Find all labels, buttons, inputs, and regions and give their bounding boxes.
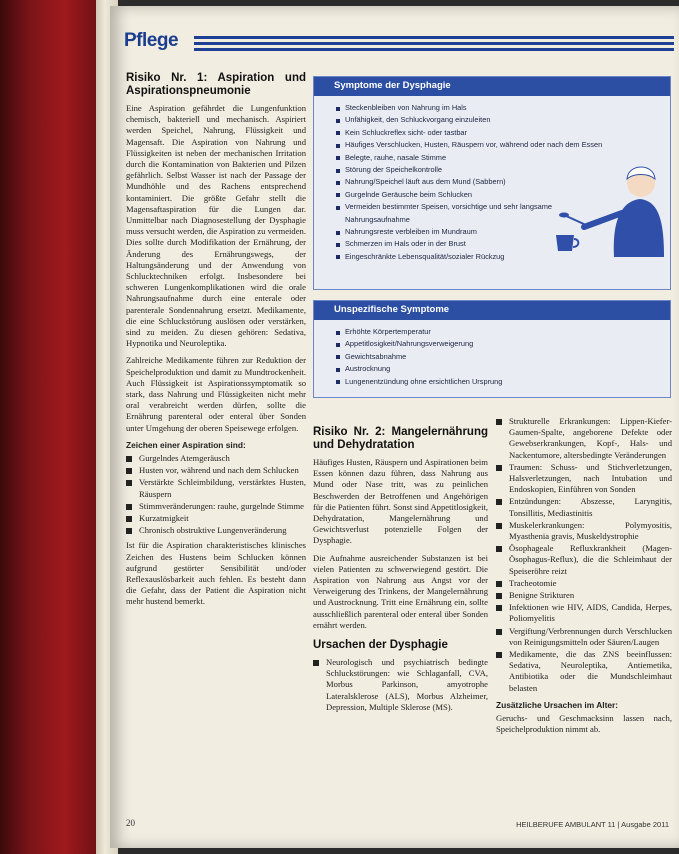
- page-number: 20: [126, 818, 135, 828]
- header-rule: [194, 48, 674, 51]
- list-item: Austrocknung: [336, 363, 670, 375]
- list-item: Steckenbleiben von Nahrung im Hals: [336, 102, 561, 114]
- list-item: Störung der Speichelkontrolle: [336, 164, 561, 176]
- list-item: Neurologisch und psychiatrisch bedingte Schluckstörungen: wie Schlaganfall, CVA, Morbus Parkinson, amyotrophe Lateralsklerose (ALS), Morbus Alzheimer, Depression, Multiple Sklerose (MS).: [313, 657, 488, 713]
- paragraph: Eine Aspiration gefährdet die Lungenfunktion chemisch, bakteriell und mechanisch. Aspiriert werden Speichel, Nahrung, Flüssigkeit und Magensaft. Die Aspiration von Nahrung und Flüssigkeiten ist neben der mechanischen Irritation durch die Kontamination von Bakterien und Pilzen gefährlich. Selbst Wasser ist nach der Passage der Mundhöhle und des Rachens entsprechend kontaminiert. Die größte Gefahr stellt die Magensaftaspiration für die Lungen dar. Unmittelbar nach Diagnosestellung der Dysphagie muss versucht werden, die Aspiration zu vermeiden. Dies sollte durch Modifikation der Ernährung, der Änderung des Ernährungswegs, der Haltungsänderung und der Anwendung von Schlucktechniken erfolgt. Insbesondere bei schweren Lungenkomplikationen wird die orale Nahrungsaufnahme durch eine enterale oder parenterale Sondennahrung ersetzt. Medikamente, die eine Schluckstörung auslösen oder verstärken, sind zu meiden. Zu diesen gehören: Sedativa, Hypnotika und Neuroleptika.: [126, 103, 306, 349]
- paragraph: Ist für die Aspiration charakteristisches klinisches Zeichen des Hustens beim Schlucken können aufgrund gestörter Sensibilität und/oder Reflexauslösbarkeit auch fehlen. Es besteht dann die Gefahr, dass der Patient die Aspiration nicht mehr hustend bemerkt.: [126, 540, 306, 607]
- list-item: Stimmveränderungen: rauhe, gurgelnde Stimme: [126, 501, 306, 512]
- right-column: [496, 416, 672, 816]
- list-item: Gurgelndes Atemgeräusch: [126, 453, 306, 464]
- list-item: Vergiftung/Verbrennungen durch Verschlucken von Reinigungsmitteln oder Säuren/Laugen: [496, 626, 672, 648]
- section-brand: Pflege: [124, 30, 179, 51]
- list-item: Appetitlosigkeit/Nahrungsverweigerung: [336, 338, 670, 350]
- list-item: Entzündungen: Abszesse, Laryngitis, Tonsillitis, Mediastinitis: [496, 496, 672, 518]
- signs-heading: Zeichen einer Aspiration sind:: [126, 439, 246, 450]
- list-item: Infektionen wie HIV, AIDS, Candida, Herpes, Poliomyelitis: [496, 602, 672, 624]
- list-item: Strukturelle Erkrankungen: Lippen-Kiefer-Gaumen-Spalte, angeborene Defekte oder Gewebserkrankungen, Kopf-, Hals- und Nackentumore, altersbedingte Veränderungen: [496, 416, 672, 461]
- paragraph: Häufiges Husten, Räuspern und Aspirationen beim Essen können dazu führen, dass Nahrung aus Mund oder Nase tritt, was zu peinlichen Beschwerden der Betroffenen und Angehörigen für die Patienten führt. Sonst sind Appetitlosigkeit, Dehydratation, Mangelernährung und Gewichtsverlust potenzielle Folgen der Dysphagie.: [313, 457, 488, 546]
- left-column: [126, 72, 306, 812]
- publication-source: HEILBERUFE AMBULANT 11 | Ausgabe 2011: [516, 820, 669, 829]
- risk2-heading: Risiko Nr. 2: Mangelernährung und Dehydratation: [313, 426, 488, 451]
- unspecific-box: [313, 300, 671, 398]
- list-item: Chronisch obstruktive Lungenveränderung: [126, 525, 306, 536]
- paragraph: Zahlreiche Medikamente führen zur Reduktion der Speichelproduktion und damit zu Mundtrockenheit. Auch Flüssigkeit ist Aspirationssymptomatik so stark, dass Nahrung und Flüssigkeiten nicht mehr oral verabreicht werden dürfen, sollte die Ernährung parenteral oder enteral über Sonden unter Umgehung der oberen Speisewege erfolgen.: [126, 355, 306, 433]
- list-item: Vermeiden bestimmter Speisen, vorsichtige und sehr langsame Nahrungsaufnahme: [336, 201, 561, 226]
- list-item: Lungenentzündung ohne ersichtlichen Ursprung: [336, 376, 670, 388]
- age-causes-heading: Zusätzliche Ursachen im Alter:: [496, 699, 619, 710]
- list-item: Unfähigkeit, den Schluckvorgang einzuleiten: [336, 114, 561, 126]
- list-item: Ösophageale Refluxkrankheit (Magen-Ösophagus-Reflux), die die Schleimhaut der Speiseröhre reizt: [496, 543, 672, 577]
- signs-list: [126, 453, 306, 536]
- list-item: Gewichtsabnahme: [336, 351, 670, 363]
- list-item: Nahrungsreste verbleiben im Mundraum: [336, 226, 561, 238]
- list-item: Eingeschränkte Lebensqualität/sozialer Rückzug: [336, 251, 561, 263]
- middle-column: [313, 426, 488, 816]
- unspecific-list: [314, 320, 670, 392]
- paragraph: Die Aufnahme ausreichender Substanzen ist bei vielen Patienten zu schwerwiegend gestört. Die Aspiration von Nahrung aus Angst vor der Verweigerung des Trinkens, der Mangelernährung und Austrocknung. Tritt eine Ernährung ein, sollte ausschließlich parenteral oder enteral über Sonden ernährt werden.: [313, 552, 488, 630]
- list-item: Schmerzen im Hals oder in der Brust: [336, 238, 561, 250]
- header-rule: [194, 36, 674, 39]
- list-item: Verstärkte Schleimbildung, verstärktes Husten, Räuspern: [126, 477, 306, 499]
- list-item: Medikamente, die das ZNS beeinflussen: Sedativa, Neuroleptika, Antiemetika, Antibiotika oder die Mundschleimhaut belasten: [496, 649, 672, 694]
- list-item: Kurzatmigkeit: [126, 513, 306, 524]
- list-item: Nahrung/Speichel läuft aus dem Mund (Sabbern): [336, 176, 561, 188]
- list-item: Benigne Strikturen: [496, 590, 672, 601]
- risk1-heading: Risiko Nr. 1: Aspiration und Aspirationspneumonie: [126, 72, 306, 97]
- list-item: Häufiges Verschlucken, Husten, Räuspern vor, während oder nach dem Essen: [336, 139, 665, 151]
- causes-list-continued: [496, 416, 672, 694]
- nurse-illustration: [544, 139, 664, 259]
- paragraph: Geruchs- und Geschmacksinn lassen nach, Speichelproduktion nimmt ab.: [496, 712, 672, 735]
- symptom-box: [313, 76, 671, 290]
- list-item: Kein Schluckreflex sicht- oder tastbar: [336, 127, 561, 139]
- list-item: Traumen: Schuss- und Stichverletzungen, Halsverletzungen, nach Intubation und Endoskopien, Einführen von Sonden: [496, 462, 672, 496]
- symptom-box-title: Symptome der Dysphagie: [314, 77, 670, 96]
- page: [110, 6, 679, 848]
- list-item: Husten vor, während und nach dem Schlucken: [126, 465, 306, 476]
- unspecific-box-title: Unspezifische Symptome: [314, 301, 670, 320]
- list-item: Gurgelnde Geräusche beim Schlucken: [336, 189, 561, 201]
- causes-heading: Ursachen der Dysphagie: [313, 639, 448, 652]
- header-rule: [194, 42, 674, 45]
- list-item: Muskelerkrankungen: Polymyositis, Myasthenia gravis, Muskeldystrophie: [496, 520, 672, 542]
- causes-list: [313, 657, 488, 713]
- symptom-list: [314, 96, 603, 267]
- list-item: Belegte, rauhe, nasale Stimme: [336, 152, 561, 164]
- list-item: Tracheotomie: [496, 578, 672, 589]
- page-footer: [110, 818, 679, 834]
- list-item: Erhöhte Körpertemperatur: [336, 326, 670, 338]
- page-header: [124, 30, 674, 56]
